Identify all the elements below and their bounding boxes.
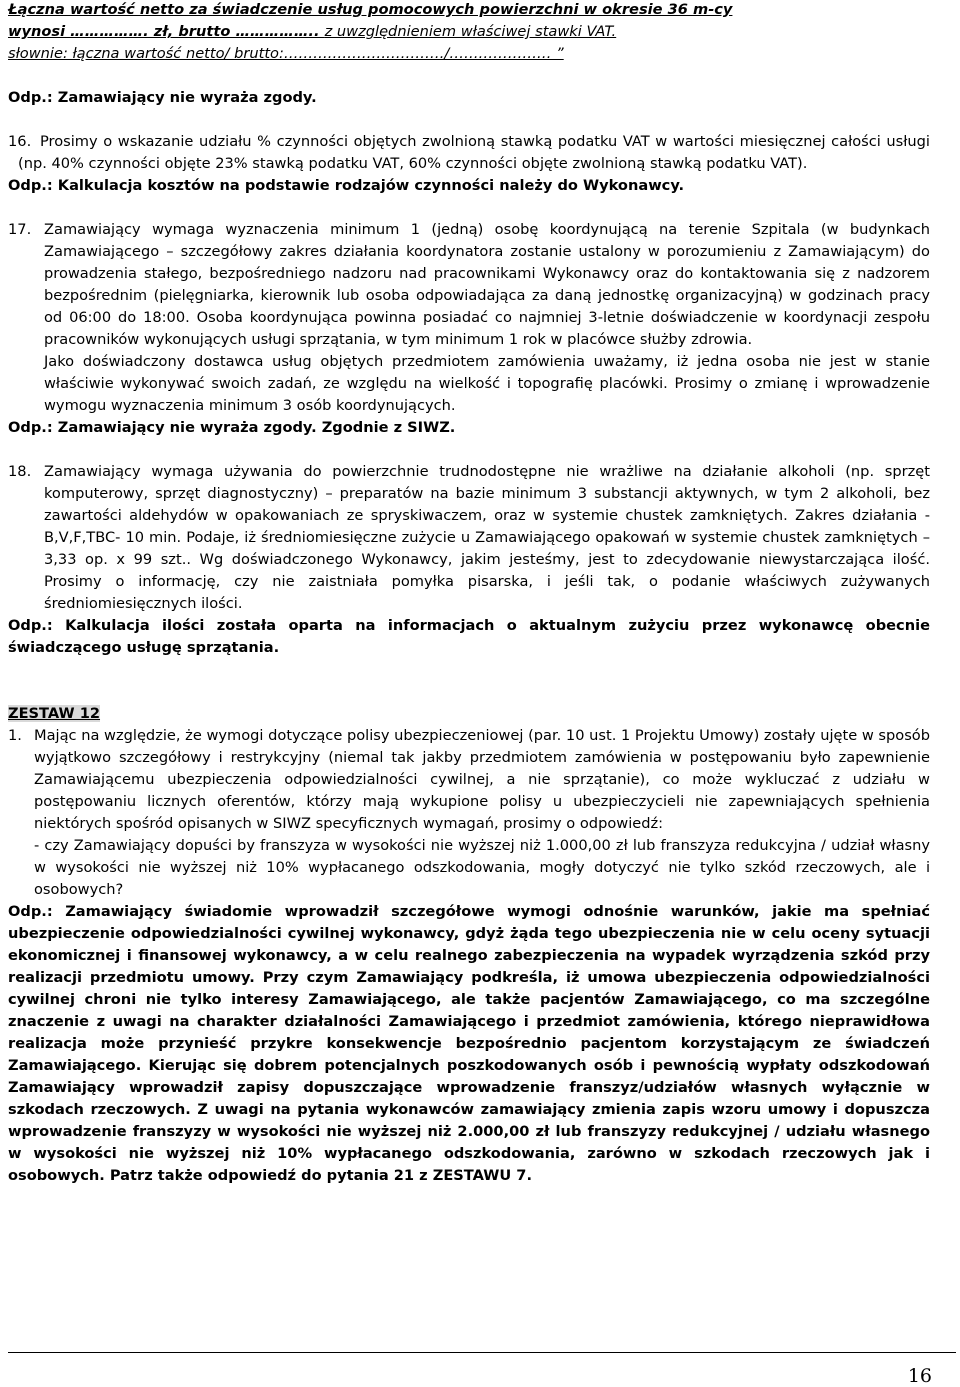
question-17-answer [8,417,930,439]
answer-text: : Kalkulacja kosztów na podstawie rodzajów czynności należy do Wykonawcy. [46,177,685,194]
question-16 [8,131,930,175]
set-heading [8,703,930,725]
set-12-question-1-answer [8,901,930,1187]
answer-text: : Zamawiający nie wyraża zgody. Zgodnie z SIWZ. [46,419,456,436]
answer-label: Odp. [8,89,47,106]
set-title: ZESTAW 12 [8,705,101,722]
set-12-question-1-text-2: - czy Zamawiający dopuści by franszyza w wysokości nie wyższej niż 1.000,00 zł lub franszyza redukcyjna / udział własny w wysokości nie wyższej niż 10% wypłacanego odszkodowania, mogły dotyczyć nie tylko szkód rzeczowych, ale i osobowych? [34,837,930,898]
answer-text: : Zamawiający świadomie wprowadził szczegółowe wymogi odnośnie warunków, jakie ma spełniać ubezpieczenie odpowiedzialności cywilnej wykonawcy, gdyż żąda tego ubezpieczenia nie w celu oceny sytuacji ekonomicznej i finansowej wykonawcy, a w celu realnego zabezpieczenia na wypadek wyrządzenia szkód przy realizacji przedmiotu umowy. Przy czym Zamawiający podkreśla, iż umowa ubezpieczenia odpowiedzialności cywilnej chroni nie tylko interesy Zamawiającego, ale także pacjentów Zamawiającego, co ma szczególne znaczenie z uwagi na charakter działalności Zamawiającego i przedmiot zamówienia, którego nieprawidłowa realizacja może przynieść przykre konsekwencje bezpośrednio pacjentom korzystającym ze świadczeń Zamawiającego. Kierując się dobrem potencjalnych poszkodowanych osób i pewnością wypłaty odszkodowań Zamawiający wprowadził zapisy dopuszczające wprowadzenie franszyz/udziałów własnych wyłącznie w szkodach rzeczowych. Z uwagi na pytania wykonawców zamawiający zmienia zapis wzoru umowy i dopuszcza wprowadzenie franszyzy w wysokości nie wyższej niż 2.000,00 zł lub franszyzy redukcyjnej / udziału własnego w wysokości nie wyższej niż 10% wypłacanego odszkodowania, zarówno w szkodach rzeczowych jak i osobowych. Patrz także odpowiedź do pytania 21 z ZESTAWU 7. [8,903,930,1184]
question-number: 16. [8,133,32,150]
question-17 [8,219,930,417]
answer-label: Odp. [8,617,47,634]
set-12-question-1 [8,725,930,901]
header-line-3: słownie: łączna wartość netto/ brutto:……………………………/………………… ” [8,45,564,62]
question-18-text: Zamawiający wymaga używania do powierzchnie trudnodostępne nie wrażliwe na działanie alkoholi (np. sprzęt komputerowy, sprzęt diagnostyczny) – preparatów na bazie minimum 3 substancji aktywnych, w tym 2 alkoholi, bez zawartości aldehydów w opakowaniach ze spryskiwaczem, oraz w systemie chustek zamkniętych. Zakres działania -B,V,F,TBC- 10 min. Podaje, iż średniomiesięczne zużycie u Zamawiającego opakowań w systemie chustek zamkniętych – 3,33 op. x 99 szt.. Wg doświadczonego Wykonawcy, jakim jesteśmy, jest to zdecydowanie niewystarczająca ilość. Prosimy o informację, czy nie zaistniała pomyłka pisarska, i jeśli tak, o podanie właściwych zużywanych średniomiesięcznych ilości. [44,463,930,612]
answer-intro [8,87,930,109]
document-content [8,0,930,1187]
answer-label: Odp. [8,177,47,194]
answer-label: Odp. [8,419,47,436]
question-18-answer [8,615,930,659]
header-line-2-rest: z uwzględnieniem właściwej stawki VAT. [324,23,617,40]
header-line-2 [8,21,930,43]
answer-text: : Zamawiający nie wyraża zgody. [46,89,317,106]
footer-divider [8,1352,956,1353]
question-number: 1. [8,727,22,744]
question-17-text-2: Jako doświadczony dostawca usług objętych przedmiotem zamówienia uważamy, iż jedna osoba nie jest w stanie właściwie wykonywać swoich zadań, ze względu na wielkość i topografię placówki. Prosimy o zmianę i wprowadzenie wymogu wyznaczenia minimum 3 osób koordynujących. [44,353,930,414]
answer-text: : Kalkulacja ilości została oparta na informacjach o aktualnym zużyciu przez wykonawcę obecnie świadczącego usługę sprzątania. [8,617,930,656]
question-number: 17. [8,221,32,238]
question-18 [8,461,930,615]
answer-label: Odp. [8,903,47,920]
header-line-2-bold: wynosi ……………. zł, brutto …………….. [8,23,325,40]
question-16-body: Prosimy o wskazanie udziału % czynności objętych zwolnioną stawką podatku VAT w wartości miesięcznej całości usługi (np. 40% czynności objęte 23% stawką podatku VAT, 60% czynności objęte zwolnioną stawką podatku VAT). [18,133,930,172]
question-number: 18. [8,463,32,480]
question-17-text: Zamawiający wymaga wyznaczenia minimum 1 (jedną) osobę koordynującą na terenie Szpitala (w budynkach Zamawiającego – szczegółowy zakres działania koordynatora zostanie ustalony w porozumieniu z Zamawiającym) do prowadzenia stałego, bezpośredniego nadzoru nad pracownikami Wykonawcy oraz do kontaktowania się z nadzorem bezpośrednim (pielęgniarka, kierownik lub osoba odpowiadająca za daną jednostkę organizacyjną) w godzinach pracy od 06:00 do 18:00. Osoba koordynująca powinna posiadać co najmniej 3-letnie doświadczenie w koordynacji zespołu pracowników wykonujących usługi sprzątania, w tym minimum 1 rok w placówce służby zdrowia. [44,221,930,348]
page-number: 16 [907,1365,932,1387]
header-line-1: Łączna wartość netto za świadczenie usług pomocowych powierzchni w okresie 36 m-cy [8,1,733,18]
question-16-text [18,131,930,175]
set-12-question-1-text: Mając na względzie, że wymogi dotyczące polisy ubezpieczeniowej (par. 10 ust. 1 Projektu Umowy) zostały ujęte w sposób wyjątkowo szczegółowy i restrykcyjny (niemal tak jakby przedmiotem zamówienia w postępowaniu było zapewnienie Zamawiającemu ubezpieczenia odpowiedzialności cywilnej, a nie sprzątanie), co może wykluczać z udziału w postępowaniu licznych oferentów, którzy mają wykupione polisy u ubezpieczycieli nie zapewniających spełnienia niektórych spośród opisanych w SIWZ specyficznych wymagań, prosimy o odpowiedź: [34,727,930,832]
question-16-answer [8,175,930,197]
